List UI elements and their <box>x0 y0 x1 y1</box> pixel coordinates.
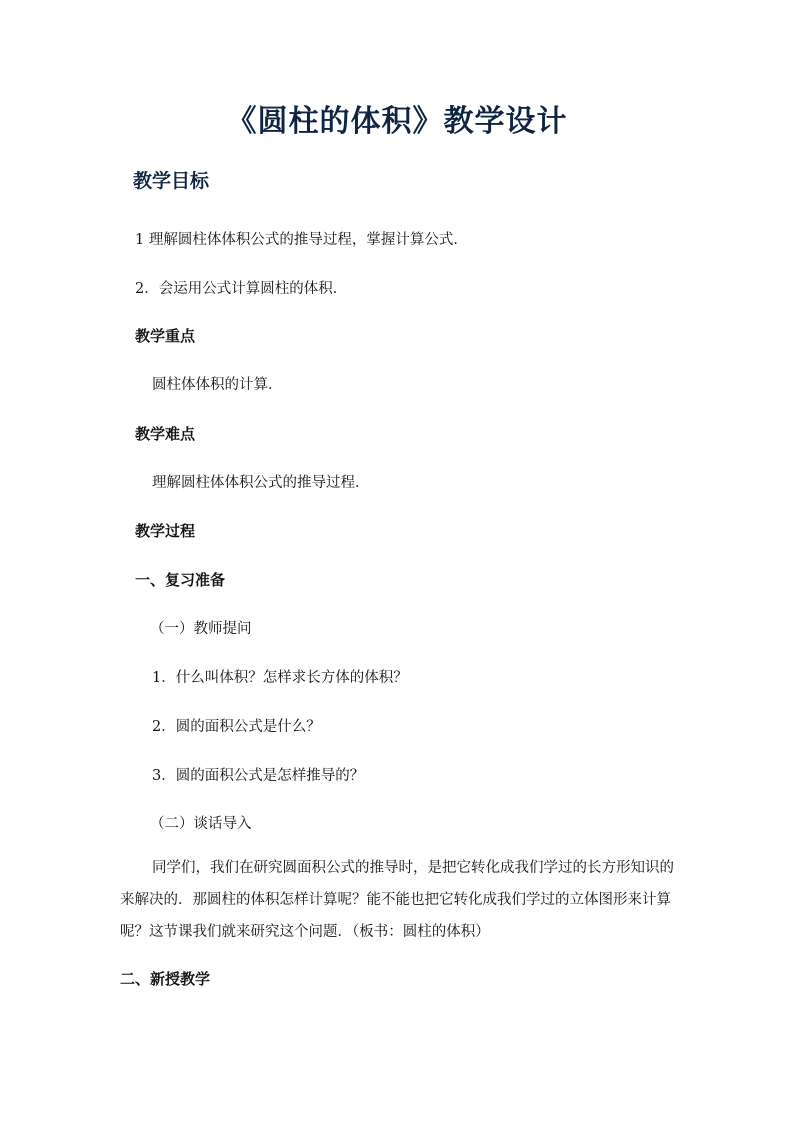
question-item: 3．圆的面积公式是怎样推导的？ <box>152 768 365 784</box>
document-title: 《圆柱的体积》教学设计 <box>226 104 568 139</box>
objective-item: 1 理解圆柱体体积公式的推导过程，掌握计算公式． <box>135 232 468 248</box>
key-point-heading: 教学重点 <box>135 327 196 345</box>
question-item: 1．什么叫体积？怎样求长方体的体积？ <box>152 670 408 686</box>
question-item: 2．圆的面积公式是什么？ <box>152 719 321 735</box>
difficulty-heading: 教学难点 <box>135 425 196 443</box>
part1-sub2: （二）谈话导入 <box>150 816 252 832</box>
part2-heading: 二、新授教学 <box>120 970 211 988</box>
part1-sub1: （一）教师提问 <box>150 621 252 637</box>
difficulty-text: 理解圆柱体体积公式的推导过程． <box>152 475 370 491</box>
intro-paragraph: 同学们，我们在研究圆面积公式的推导时，是把它转化成我们学过的长方形知识的来解决的．那圆柱的体积怎样计算呢？能不能也把它转化成我们学过的立体图形来计算呢？这节课我们就来研究这个问题．（板书：圆柱的体积） <box>120 860 674 940</box>
key-point-text: 圆柱体体积的计算． <box>152 377 283 393</box>
objective-item: 2．会运用公式计算圆柱的体积． <box>135 281 348 297</box>
objectives-heading: 教学目标 <box>133 170 210 192</box>
part1-heading: 一、复习准备 <box>135 571 226 589</box>
process-heading: 教学过程 <box>135 522 196 540</box>
